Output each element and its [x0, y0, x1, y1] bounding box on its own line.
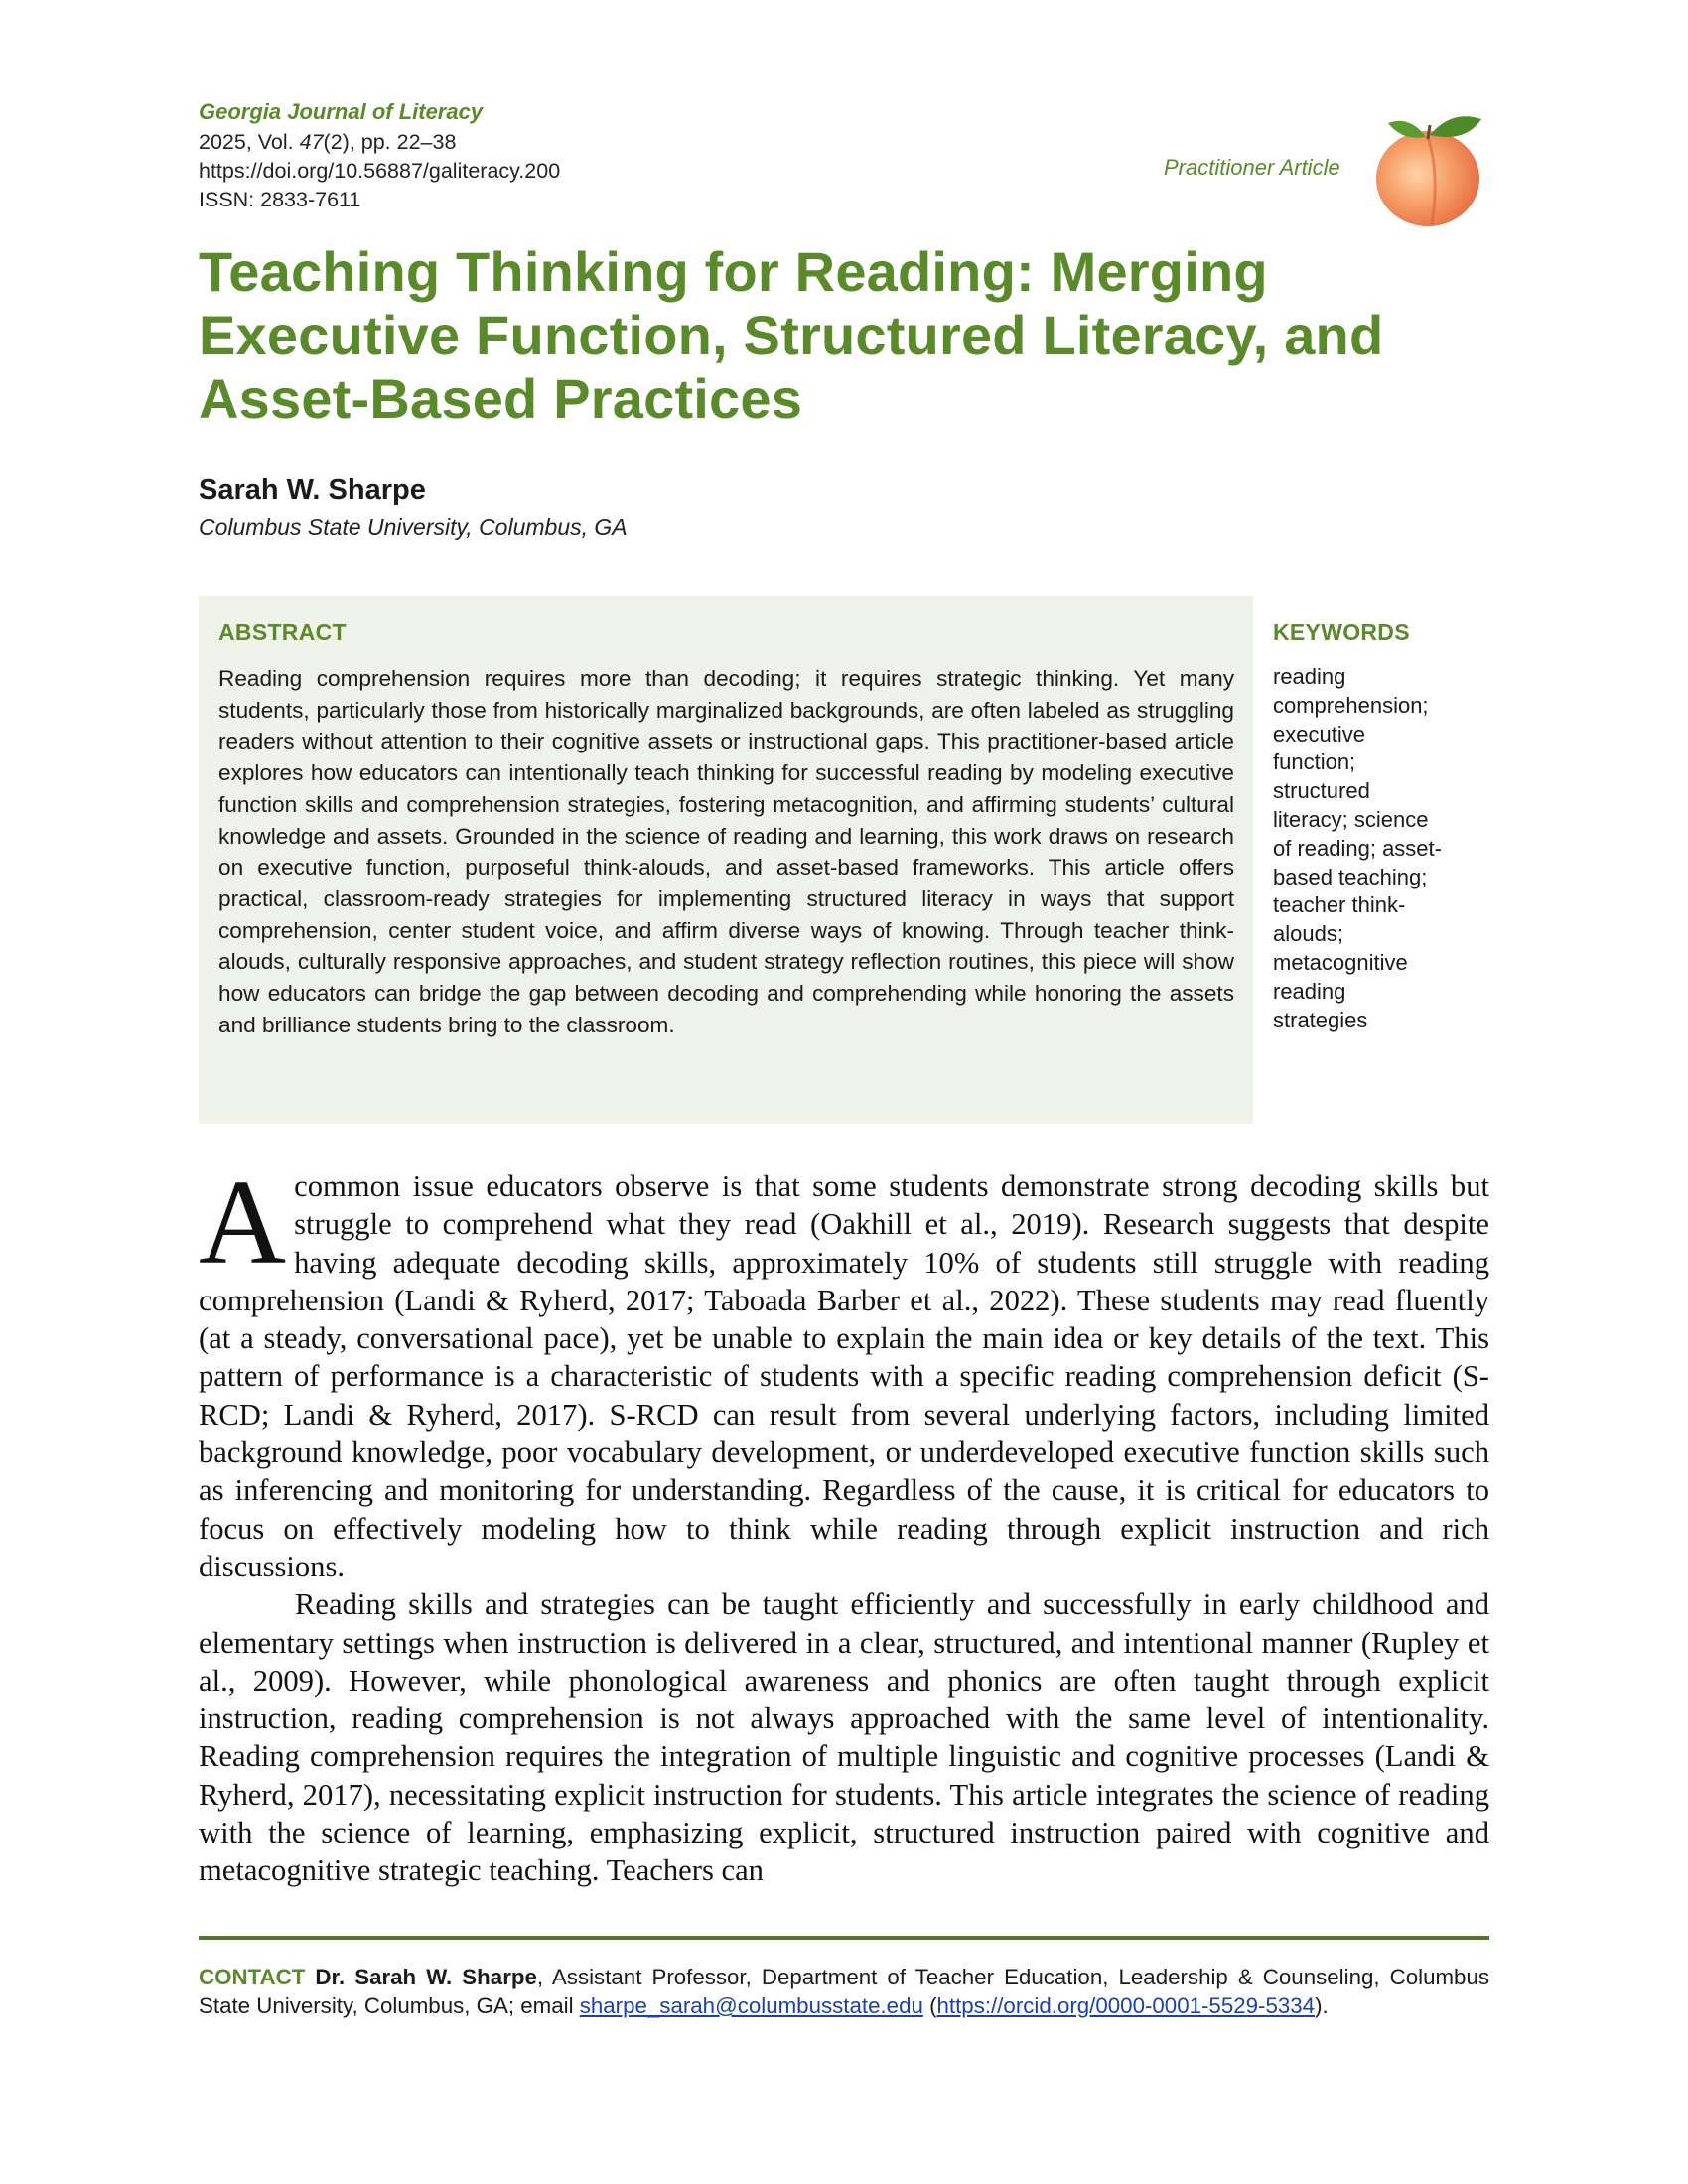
- title-line: Asset-Based Practices: [199, 367, 803, 430]
- author-name: Sarah W. Sharpe: [199, 475, 426, 506]
- keyword-line: function;: [1273, 750, 1356, 775]
- keyword-line: reading: [1273, 664, 1346, 689]
- journal-name: Georgia Journal of Literacy: [199, 99, 484, 124]
- article-title: [199, 240, 1489, 431]
- peach-icon: [1370, 101, 1491, 228]
- title-line: Teaching Thinking for Reading: Merging: [199, 240, 1268, 303]
- keyword-line: reading: [1273, 978, 1346, 1004]
- body-paragraph-2: Reading skills and strategies can be taught efficiently and successfully in early childhood and elementary settings when instruction is delivered in a clear, structured, and intentional manner (Rupley et al., 2009). However, while phonological awareness and phonics are often taught through explicit instruction, reading comprehension is not always approached with the same level of intentionality. Reading comprehension requires the integration of multiple linguistic and cognitive processes (Landi & Ryherd, 2017), necessitating explicit instruction for students. This article integrates the science of reading with the science of learning, emphasizing explicit, structured instruction paired with cognitive and metacognitive strategic teaching. Teachers can: [199, 1587, 1489, 1888]
- contact-paren-close: ).: [1315, 1993, 1329, 2018]
- keywords-list: [1273, 663, 1472, 1034]
- issn: ISSN: 2833-7611: [199, 188, 361, 211]
- keyword-line: based teaching;: [1273, 864, 1428, 889]
- keywords-heading: KEYWORDS: [1273, 619, 1410, 645]
- doi-link[interactable]: https://doi.org/10.56887/galiteracy.200: [199, 159, 561, 183]
- orcid-link[interactable]: https://orcid.org/0000-0001-5529-5334: [936, 1993, 1316, 2018]
- keyword-line: of reading; asset-: [1273, 835, 1442, 861]
- abstract-text: Reading comprehension requires more than decoding; it requires strategic thinking. Yet many students, particularly those from historically marginalized backgrounds, are often labeled as struggling readers without attention to their cognitive assets or instructional gaps. This practitioner-based article explores how educators can intentionally teach thinking for successful reading by modeling executive function skills and comprehension strategies, fostering metacognition, and affirming students’ cultural knowledge and assets. Grounded in the science of reading and learning, this work draws on research on executive function, purposeful think-alouds, and asset-based frameworks. This article offers practical, classroom-ready strategies for implementing structured literacy in ways that support comprehension, center student voice, and affirm diverse ways of knowing. Through teacher think-alouds, culturally responsive approaches, and student strategy reflection routines, this piece will show how educators can bridge the gap between decoding and comprehending while honoring the assets and brilliance students bring to the classroom.: [218, 666, 1234, 1037]
- keyword-line: structured: [1273, 778, 1370, 804]
- keyword-line: literacy; science: [1273, 806, 1429, 832]
- keyword-line: executive: [1273, 721, 1365, 747]
- contact-note: [199, 1963, 1489, 2020]
- contact-details: , Assistant Professor, Department of Teacher Education, Leadership & Counseling, Columbus State University, Columbus, GA; email: [199, 1965, 1489, 2018]
- email-link[interactable]: sharpe_sarah@columbusstate.edu: [579, 1993, 923, 2018]
- volume-line: [199, 128, 456, 157]
- keyword-line: teacher think-: [1273, 892, 1406, 918]
- contact-name: Dr. Sarah W. Sharpe: [315, 1965, 537, 1989]
- contact-label: CONTACT: [199, 1965, 306, 1989]
- volume-number: 47: [299, 130, 324, 154]
- keyword-line: comprehension;: [1273, 692, 1429, 718]
- body-text: [199, 1156, 1489, 1890]
- drop-cap: A: [199, 1156, 287, 1290]
- article-type-label: Practitioner Article: [1164, 155, 1340, 180]
- body-paragraph-1: [199, 1156, 1489, 1585]
- issue-pages: (2), pp. 22–38: [323, 130, 457, 154]
- keyword-line: strategies: [1273, 1007, 1368, 1032]
- paragraph-1-text: common issue educators observe is that some students demonstrate strong decoding skills but struggle to comprehend what they read (Oakhill et al., 2019). Research suggests that despite having adequate decoding skills, approximately 10% of students still struggle with reading comprehension (Landi & Ryherd, 2017; Taboada Barber et al., 2022). These students may read fluently (at a steady, conversational pace), yet be unable to explain the main idea or key details of the text. This pattern of performance is a characteristic of students with a specific reading comprehension deficit (S-RCD; Landi & Ryherd, 2017). S-RCD can result from several underlying factors, including limited background knowledge, poor vocabulary development, or underdeveloped executive function skills such as inferencing and monitoring for understanding. Regardless of the cause, it is critical for educators to focus on effectively modeling how to think while reading through explicit instruction and rich discussions.: [199, 1169, 1489, 1583]
- author-affiliation: Columbus State University, Columbus, GA: [199, 514, 628, 540]
- contact-paren-open: (: [922, 1993, 937, 2018]
- abstract-heading: ABSTRACT: [218, 619, 347, 645]
- keyword-line: metacognitive: [1273, 949, 1408, 975]
- keyword-line: alouds;: [1273, 921, 1343, 947]
- title-line: Executive Function, Structured Literacy, and: [199, 304, 1384, 366]
- footer-rule: [199, 1936, 1489, 1940]
- year-vol-prefix: 2025, Vol.: [199, 130, 300, 154]
